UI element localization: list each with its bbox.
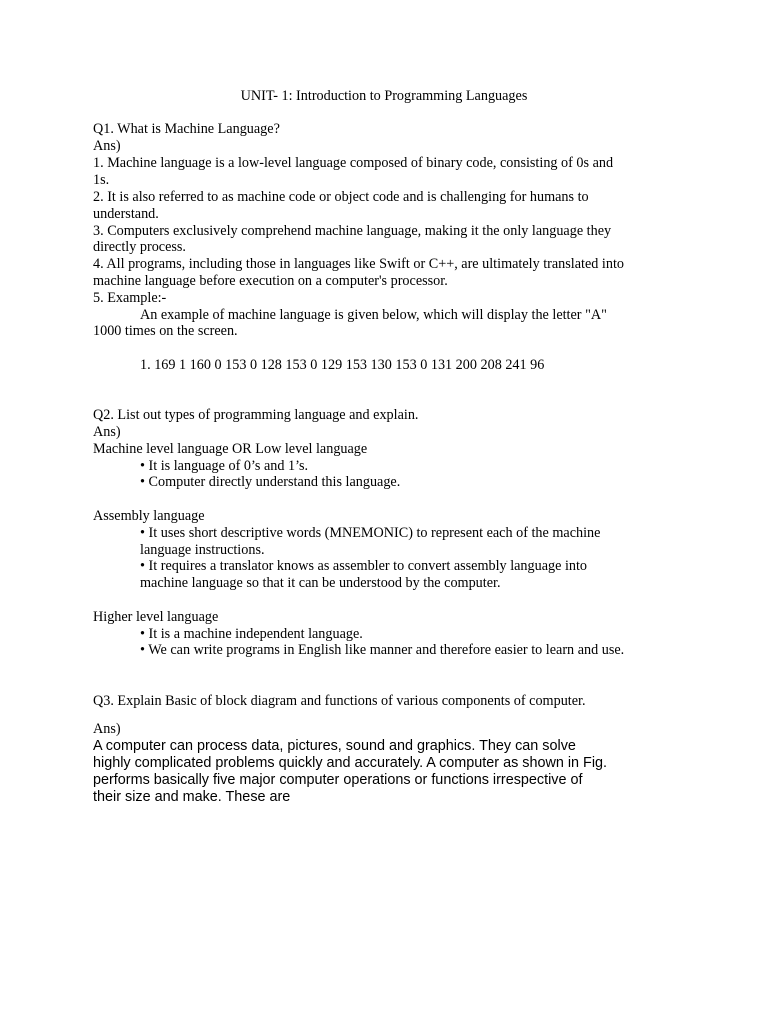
q2-answer-label: Ans) bbox=[93, 424, 121, 440]
document-title: UNIT- 1: Introduction to Programming Languages bbox=[240, 88, 528, 104]
higher-language-bullet: • We can write programs in English like manner and therefore easier to learn and use. bbox=[140, 642, 625, 658]
q2-question: Q2. List out types of programming language and explain. bbox=[93, 407, 419, 423]
q1-line: 2. It is also referred to as machine code or object code and is challenging for humans to bbox=[93, 189, 589, 205]
q1-machine-code: 1. 169 1 160 0 153 0 128 153 0 129 153 130 153 0 131 200 208 241 96 bbox=[140, 357, 545, 373]
q1-line: 1. Machine language is a low-level language composed of binary code, consisting of 0s and bbox=[93, 155, 614, 171]
machine-language-bullet: • It is language of 0’s and 1’s. bbox=[140, 458, 309, 474]
machine-language-heading: Machine level language OR Low level language bbox=[93, 441, 368, 457]
assembly-language-bullet: • It uses short descriptive words (MNEMONIC) to represent each of the machine bbox=[140, 525, 601, 541]
assembly-language-bullet: machine language so that it can be understood by the computer. bbox=[140, 575, 501, 591]
q1-example-text: An example of machine language is given below, which will display the letter "A" bbox=[140, 307, 607, 323]
q3-paragraph-line: highly complicated problems quickly and accurately. A computer as shown in Fig. bbox=[93, 755, 608, 771]
q3-answer-label: Ans) bbox=[93, 721, 121, 737]
q1-line: 5. Example:- bbox=[93, 290, 167, 306]
assembly-language-bullet: • It requires a translator knows as assembler to convert assembly language into bbox=[140, 558, 588, 574]
higher-language-heading: Higher level language bbox=[93, 609, 219, 625]
q3-question: Q3. Explain Basic of block diagram and functions of various components of computer. bbox=[93, 693, 586, 709]
q1-line: 1s. bbox=[93, 172, 110, 188]
q1-example-text: 1000 times on the screen. bbox=[93, 323, 238, 339]
assembly-language-heading: Assembly language bbox=[93, 508, 205, 524]
q3-paragraph-line: their size and make. These are bbox=[93, 789, 291, 805]
q1-line: 4. All programs, including those in languages like Swift or C++, are ultimately translated into bbox=[93, 256, 624, 272]
q1-question: Q1. What is Machine Language? bbox=[93, 121, 280, 137]
q1-line: machine language before execution on a computer's processor. bbox=[93, 273, 448, 289]
assembly-language-bullet: language instructions. bbox=[140, 542, 265, 558]
q1-line: understand. bbox=[93, 206, 159, 222]
q1-answer-label: Ans) bbox=[93, 138, 121, 154]
q3-paragraph-line: A computer can process data, pictures, sound and graphics. They can solve bbox=[93, 738, 576, 754]
q3-paragraph-line: performs basically five major computer operations or functions irrespective of bbox=[93, 772, 583, 788]
q1-line: 3. Computers exclusively comprehend machine language, making it the only language they bbox=[93, 223, 612, 239]
q1-line: directly process. bbox=[93, 239, 186, 255]
machine-language-bullet: • Computer directly understand this language. bbox=[140, 474, 401, 490]
higher-language-bullet: • It is a machine independent language. bbox=[140, 626, 363, 642]
